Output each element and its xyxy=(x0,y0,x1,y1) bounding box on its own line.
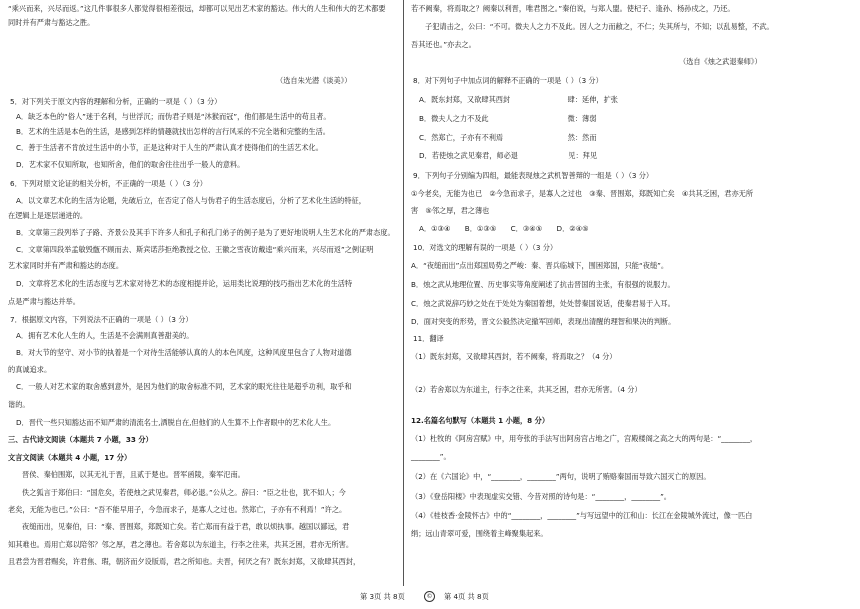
passage-line: 佚之狐言于郑伯曰：“国危矣，若使烛之武见秦君，师必退。”公从之。辞曰：“臣之壮也，犹不如人；今 xyxy=(22,488,346,497)
section-heading: 12.名篇名句默写（本题共 1 小题，8 分） xyxy=(411,416,550,425)
passage-line: 吾其还也。”亦去之。 xyxy=(411,40,476,49)
translate-item-2: （2）若舍郑以为东道主，行李之往来，共其乏困，君亦无所害。（4 分） xyxy=(411,385,642,394)
option-6b: B．文章第三段列举了子路、齐景公及其手下许多人和孔子和孔门弟子的例子是为了更好地说明人生艺术化的严肃态度。 xyxy=(16,228,395,237)
passage-line: 子犯请击之，公曰：“不可。微夫人之力不及此。因人之力而敝之，不仁；失其所与，不知；以乱易整，不武。 xyxy=(425,22,774,31)
option-6c: C．文章第四段举孟敏毁甑不顾而去、斯宾诺莎拒绝教授之位、王徽之雪夜访戴逵“乘兴而来，兴尽而返”之例证明 xyxy=(16,245,374,254)
option-8b: B．微夫人之力不及此 微：薄弱 xyxy=(419,114,597,123)
option-10b: B．烛之武从地理位置、历史事实等角度阐述了抗击晋国的主张，有很强的说服力。 xyxy=(411,280,675,289)
options-9: A．①③④ B．①③⑤ C．③④⑤ D．②④⑤ xyxy=(419,224,589,233)
dictation-item-4: （4）《桂枝香·金陵怀古》中的“________，________”与写远望中的江和山：长江在金陵城外流过，像一匹白 xyxy=(411,511,753,520)
dictation-item-1: （1）杜牧的《阿房宫赋》中，用夸张的手法写出阿房宫占地之广，宫殿楼阁之高之大的两句是：“________， xyxy=(411,434,758,443)
passage-line: 老矣，无能为也已。”公曰：“吾不能早用子，今急而求子，是寡人之过也。然郑亡，子亦有不利焉！”许之。 xyxy=(8,505,347,514)
source-citation: （选自朱光潜《谈美》） xyxy=(276,76,352,85)
translate-item-1: （1）既东封郑，又欲肆其西封，若不阙秦，将焉取之？（4 分） xyxy=(411,352,617,361)
option-5a: A．缺乏本色的“俗人”迷于名利，与世浮沉；而伪君子则是“沐猴而冠”，他们都是生活中的苟且者。 xyxy=(16,112,331,121)
option-7c-cont: 谐的。 xyxy=(8,400,30,409)
question-8: 8．对下列句子中加点词的解释不正确的一项是（ ）（3 分） xyxy=(413,76,603,85)
question-9: 9．下列句子分别编为四组，最能表现烛之武机智善辩的一组是（ ）（3 分） xyxy=(413,171,654,180)
question-5: 5．对下列关于原文内容的理解和分析，正确的一项是（ ）（3 分） xyxy=(10,97,222,106)
option-8c: C．然郑亡，子亦有不利焉 然：然而 xyxy=(419,133,597,142)
passage-line: 若不阙秦，将焉取之？阙秦以利晋，唯君图之。”秦伯说，与郑人盟。使杞子、逢孙、杨孙戍之，乃还。 xyxy=(411,4,735,13)
option-10a: A．“夜缒而出”点出郑国局势之严峻：秦、晋兵临城下，围困郑国，只能“夜缒”。 xyxy=(411,261,669,270)
option-5d: D．艺术家不仅知所取，也知所舍，他们的取舍往往出乎一般人的意料。 xyxy=(16,160,245,169)
option-7b-cont: 的真诚追求。 xyxy=(8,365,52,374)
source-citation: （选自《烛之武退秦师》） xyxy=(679,57,762,66)
question-7: 7．根据原文内容，下列说法不正确的一项是（ ）（3 分） xyxy=(10,315,193,324)
copyright-icon: © xyxy=(424,591,435,602)
passage-line: 知其难也。焉用亡郑以陪邻？邻之厚，君之薄也。若舍郑以为东道主，行李之往来，共其乏困，君亦无所害。 xyxy=(8,540,354,549)
dictation-item-3: （3）《登岳阳楼》中表现虚实交错、今昔对照的诗句是：“________，________”。 xyxy=(411,492,671,501)
option-7d: D．晋代一些只知豁达而不知严肃的清流名士,洒脱自在,但他们的人生算不上作者眼中的艺术化人生。 xyxy=(16,418,336,427)
option-5b: B．艺术的生活是本色的生活，是感到怎样的情趣就找出怎样的言行风采的不完全谐和完整的生活。 xyxy=(16,127,330,136)
option-7c: C．一般人对艺术家的取舍感到意外，是因为他们的取舍标准不同，艺术家的眼光往往是超乎功利，取乎和 xyxy=(16,382,352,391)
subsection-heading: 文言文阅读（本题共 4 小题，17 分） xyxy=(8,453,132,462)
passage-line: 晋侯、秦伯围郑，以其无礼于晋，且贰于楚也。晋军函陵，秦军氾南。 xyxy=(22,470,245,479)
option-10d: D．面对突变的形势，晋文公毅然决定撤军回师，表现出清醒的理智和果决的判断。 xyxy=(411,317,676,326)
text-line: 同时并有严肃与豁达之胜。 xyxy=(8,18,95,27)
page-number-right: 第 4页 共 8页 xyxy=(444,592,489,601)
option-8d: D．若使烛之武见秦君，师必退 见：拜见 xyxy=(419,151,598,160)
left-page xyxy=(8,0,405,588)
question-9-items: ①今老矣，无能为也已 ②今急而求子，是寡人之过也 ③秦、晋围郑，郑既知亡矣 ④共其乏困，君亦无所 xyxy=(411,189,754,198)
option-6c-cont: 艺术家同时并有严肃和豁达的态度。 xyxy=(8,261,124,270)
dictation-item-4-cont: 绢；远山青翠可爱，围绕着主峰聚集起来。 xyxy=(411,529,548,538)
option-8a: A．既东封郑，又欲肆其西封 肆：延伸，扩张 xyxy=(419,95,618,104)
option-5c: C．善于生活者不肯放过生活中的小节，正是这种对于人生的严肃认真才使得他们的生活艺术化。 xyxy=(16,143,323,152)
text-line: “乘兴而来，兴尽而返。”这几件事很多人都觉得很相差很远，却都可以见出艺术家的豁达。伟大的人生和伟大的艺术都要 xyxy=(8,4,386,13)
question-6: 6．下列对原文论证的相关分析，不正确的一项是（ ）（3 分） xyxy=(10,179,207,188)
option-6d-cont: 点是严肃与豁达并举。 xyxy=(8,297,80,306)
option-7a: A．拥有艺术化人生的人，生活是不会满则真善甜美的。 xyxy=(16,331,194,340)
page-divider xyxy=(403,0,404,586)
option-7b: B．对大节的坚守、对小节的执着是一个对待生活能够认真的人的本色风度，这种风度里包含了人物对道德 xyxy=(16,348,352,357)
passage-line: 且君尝为晋君赐矣，许君焦、瑕，朝济而夕设版焉，君之所知也。夫晋，何厌之有？既东封郑，又欲肆其西封， xyxy=(8,557,361,566)
option-10c: C．烛之武说辞巧妙之处在于处处为秦国着想，处处替秦国说话，使秦君易于入耳。 xyxy=(411,299,675,308)
page-number-left: 第 3页 共 8页 xyxy=(360,592,405,601)
section-heading: 三、古代诗文阅读（本题共 7 小题，33 分） xyxy=(8,435,153,444)
option-6d: D．文章将艺术化的生活态度与艺术家对待艺术的态度相提并论，运用类比说理的技巧指出艺术化的生活特 xyxy=(16,279,353,288)
option-6a-cont: 在逻辑上是逐层递进的。 xyxy=(8,211,88,220)
passage-line: 夜缒而出，见秦伯，曰：“秦、晋围郑，郑既知亡矣。若亡郑而有益于君，敢以烦执事。越国以鄙远，君 xyxy=(22,522,350,531)
option-6a: A．以文章艺术化的生活为论题，先破后立，在否定了俗人与伪君子的生活态度后，分析了艺术化生活的特征， xyxy=(16,196,366,205)
question-10: 10．对选文的理解有误的一项是（ ）（3 分） xyxy=(413,243,558,252)
right-page xyxy=(411,0,851,588)
dictation-item-1-cont: ________”。 xyxy=(411,452,451,461)
question-9-items-cont: 害 ⑤邻之厚，君之薄也 xyxy=(411,206,490,215)
question-11: 11．翻译 xyxy=(413,334,444,343)
dictation-item-2: （2）在《六国论》中，“________，________”两句，说明了贿赂秦国而导致六国灭亡的原因。 xyxy=(411,472,711,481)
